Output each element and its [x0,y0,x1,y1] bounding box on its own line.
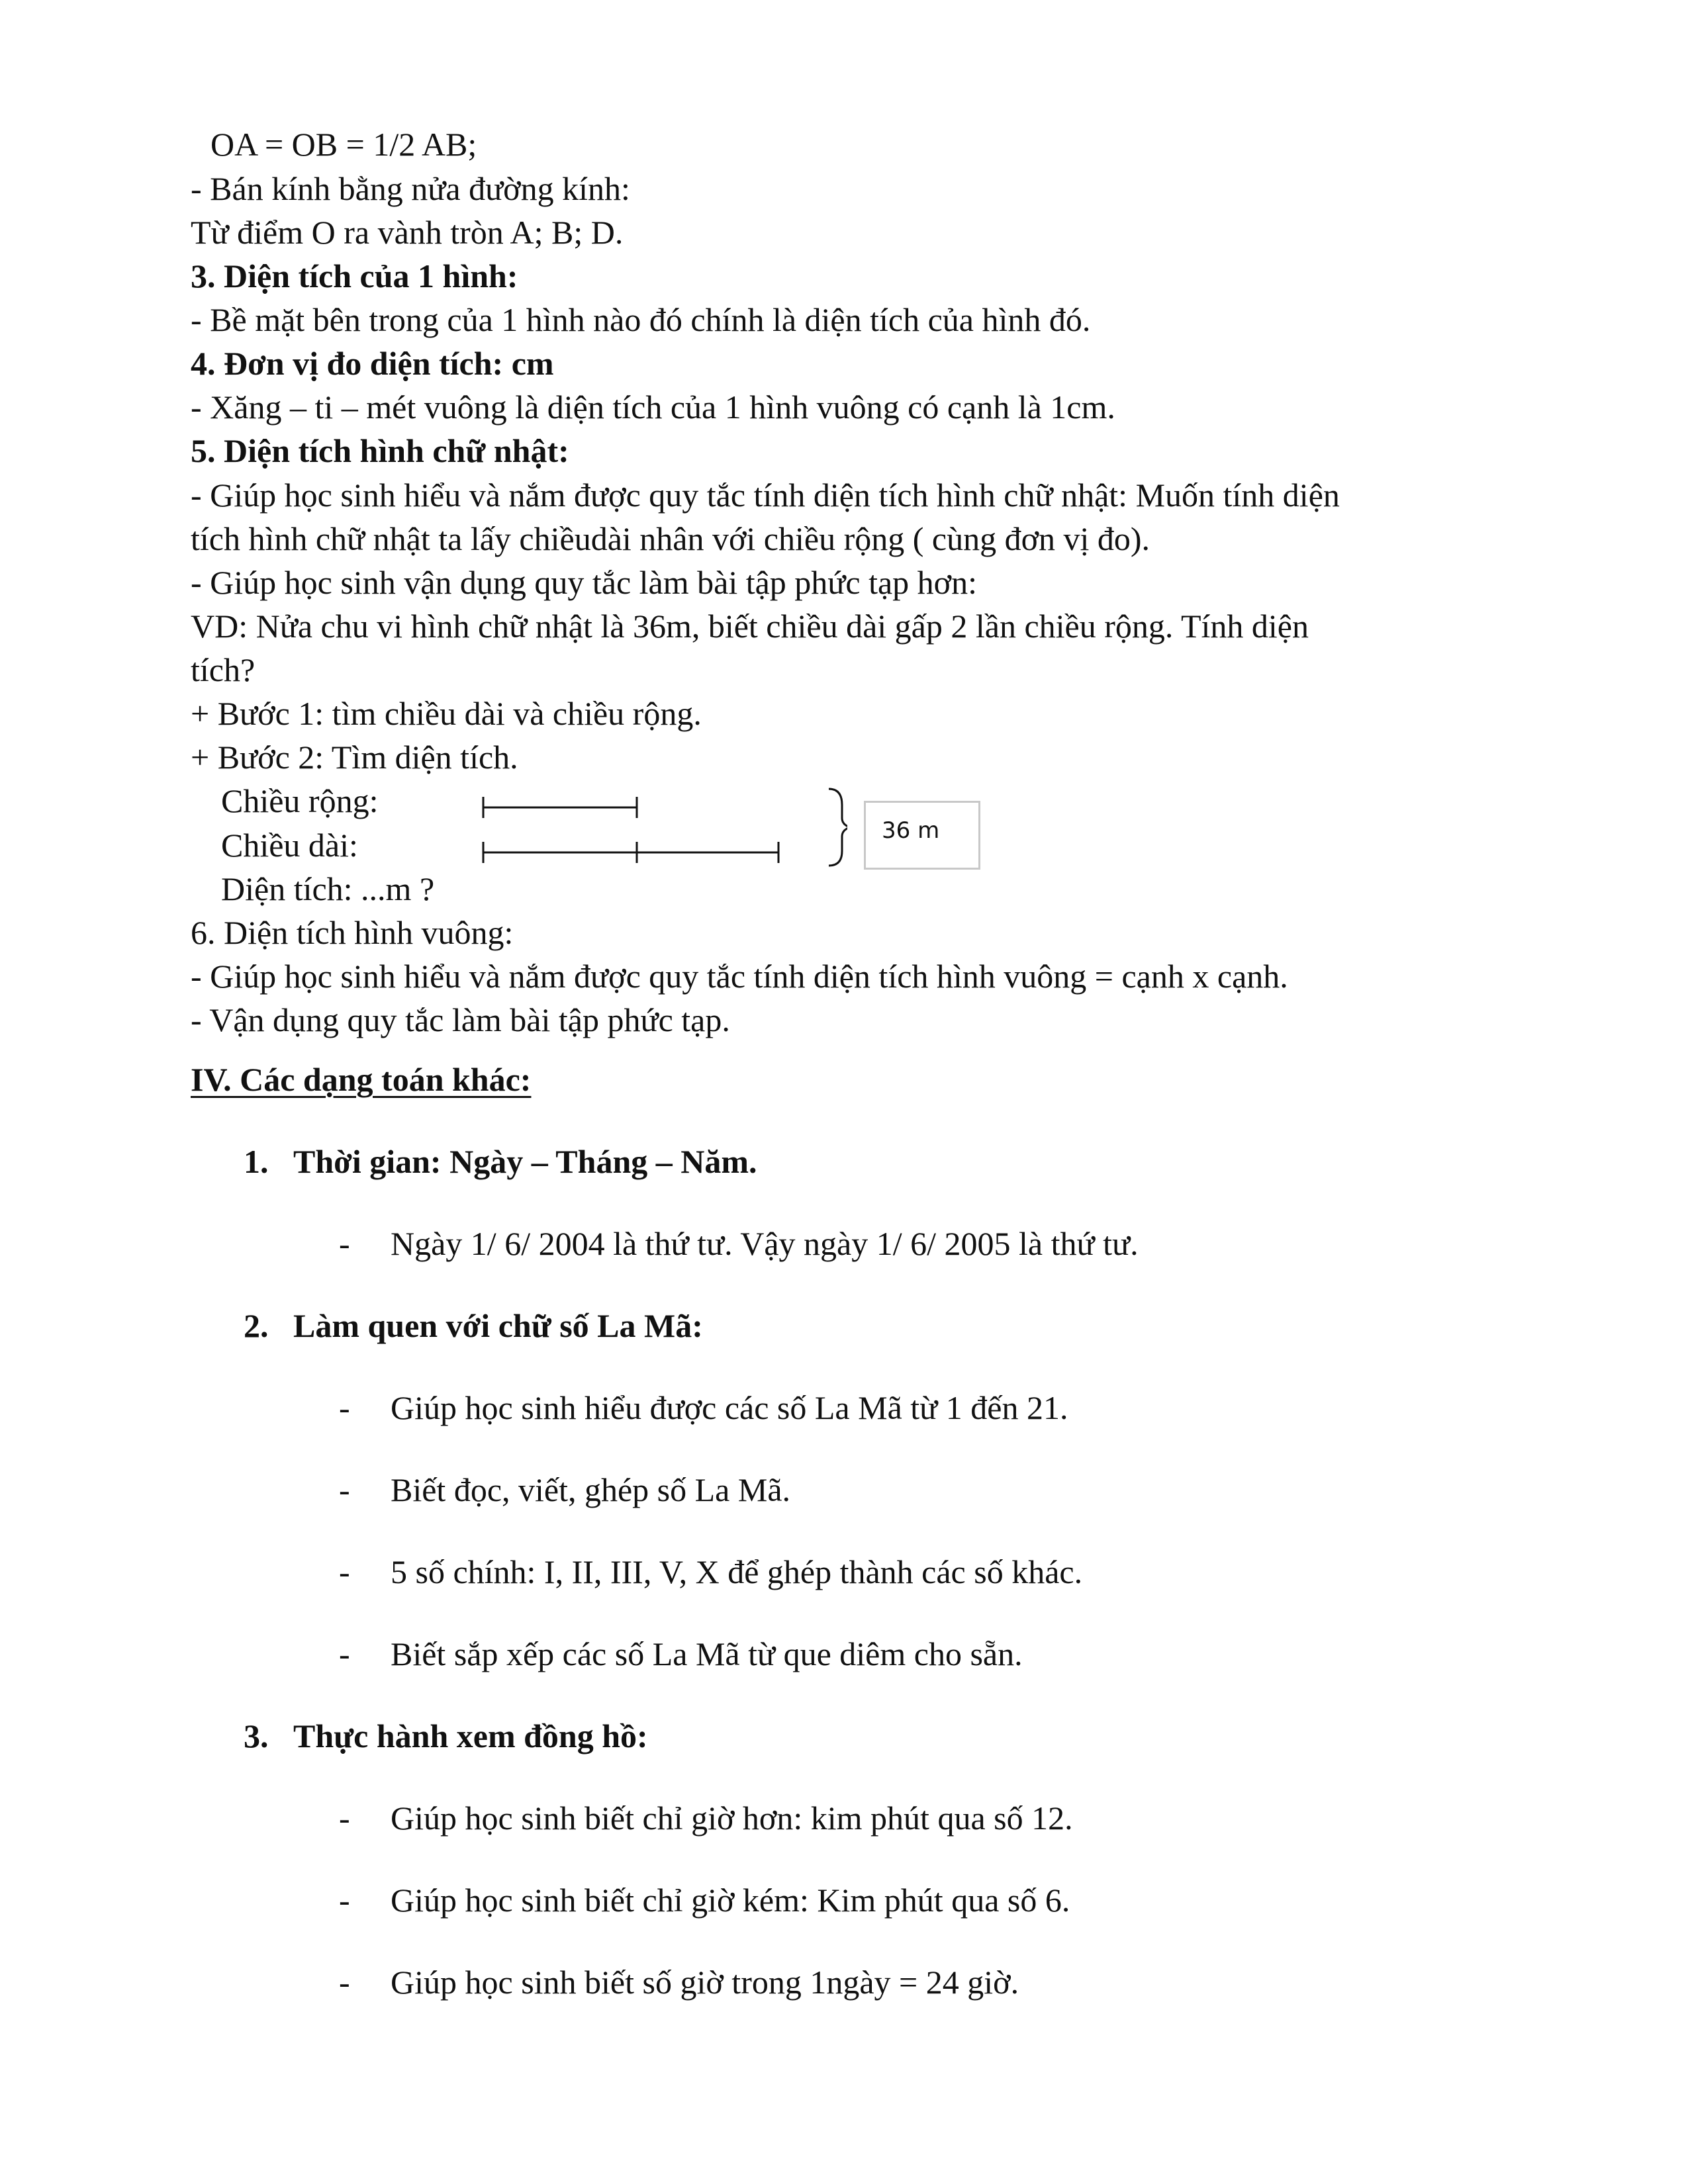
item-2-bullet-2: Biết đọc, viết, ghép số La Mã. [391,1471,791,1508]
heading-area-of-shape: 3. Diện tích của 1 hình: [191,257,518,295]
line-example-1: VD: Nửa chu vi hình chữ nhật là 36m, biết chiều dài gấp 2 lần chiều rộng. Tính diện [191,608,1309,645]
line-apply-rule: - Giúp học sinh vận dụng quy tắc làm bài tập phức tạp hơn: [191,564,978,601]
item-2-bullet-4: Biết sắp xếp các số La Mã từ que diêm cho sẵn. [391,1635,1023,1672]
bullet-dash: - [339,1799,350,1837]
bullet-dash: - [339,1553,350,1590]
heading-rectangle-area: 5. Diện tích hình chữ nhật: [191,432,569,469]
item-3-bullet-2: Giúp học sinh biết chỉ giờ kém: Kim phút qua số 6. [391,1882,1070,1919]
line-square-cm: - Xăng – ti – mét vuông là diện tích của 1 hình vuông có cạnh là 1cm. [191,388,1115,426]
bullet-dash: - [339,1964,350,2001]
item-1-number: 1. [244,1143,269,1180]
item-3-heading: Thực hành xem đồng hồ: [293,1717,648,1754]
total-length-box: 36 m [864,801,980,870]
bullet-dash: - [339,1882,350,1919]
line-rectangle-rule-2: tích hình chữ nhật ta lấy chiềudài nhân với chiều rộng ( cùng đơn vị đo). [191,520,1150,557]
label-length: Chiều dài: [221,827,358,864]
heading-area-unit: 4. Đơn vị đo diện tích: cm [191,345,554,382]
line-step-2: + Bước 2: Tìm diện tích. [191,739,518,776]
line-square-rule: - Giúp học sinh hiểu và nắm được quy tắc tính diện tích hình vuông = cạnh x cạnh. [191,958,1288,995]
item-3-number: 3. [244,1717,269,1754]
item-1-bullet-1: Ngày 1/ 6/ 2004 là thứ tư. Vậy ngày 1/ 6/ 2005 là thứ tư. [391,1225,1139,1262]
bullet-dash: - [339,1471,350,1508]
curly-brace [829,789,847,866]
bullet-dash: - [339,1389,350,1426]
label-width: Chiều rộng: [221,782,379,819]
line-area-definition: - Bề mặt bên trong của 1 hình nào đó chính là diện tích của hình đó. [191,301,1091,338]
line-rectangle-rule-1: - Giúp học sinh hiểu và nắm được quy tắc tính diện tích hình chữ nhật: Muốn tính diện [191,477,1340,514]
bullet-dash: - [339,1225,350,1262]
item-1-heading: Thời gian: Ngày – Tháng – Năm. [293,1143,757,1180]
line-radius: - Bán kính bằng nửa đường kính: [191,170,630,207]
section-iv-title: IV. Các dạng toán khác: [191,1061,532,1098]
label-area-question: Diện tích: ...m ? [221,870,435,907]
item-2-bullet-3: 5 số chính: I, II, III, V, X để ghép thành các số khác. [391,1553,1083,1590]
segment-diagram [463,781,847,874]
item-3-bullet-1: Giúp học sinh biết chỉ giờ hơn: kim phút qua số 12. [391,1799,1073,1837]
line-center-to-circle: Từ điểm O ra vành tròn A; B; D. [191,214,624,251]
item-3-bullet-3: Giúp học sinh biết số giờ trong 1ngày = 24 giờ. [391,1964,1019,2001]
item-2-bullet-1: Giúp học sinh hiểu được các số La Mã từ 1 đến 21. [391,1389,1068,1426]
line-apply-complex: - Vận dụng quy tắc làm bài tập phức tạp. [191,1001,730,1038]
item-2-number: 2. [244,1307,269,1344]
line-step-1: + Bước 1: tìm chiều dài và chiều rộng. [191,695,702,732]
line-example-2: tích? [191,651,256,688]
line-square-heading: 6. Diện tích hình vuông: [191,914,514,951]
line-oa-ob: OA = OB = 1/2 AB; [211,126,477,163]
bullet-dash: - [339,1635,350,1672]
item-2-heading: Làm quen với chữ số La Mã: [293,1307,703,1344]
